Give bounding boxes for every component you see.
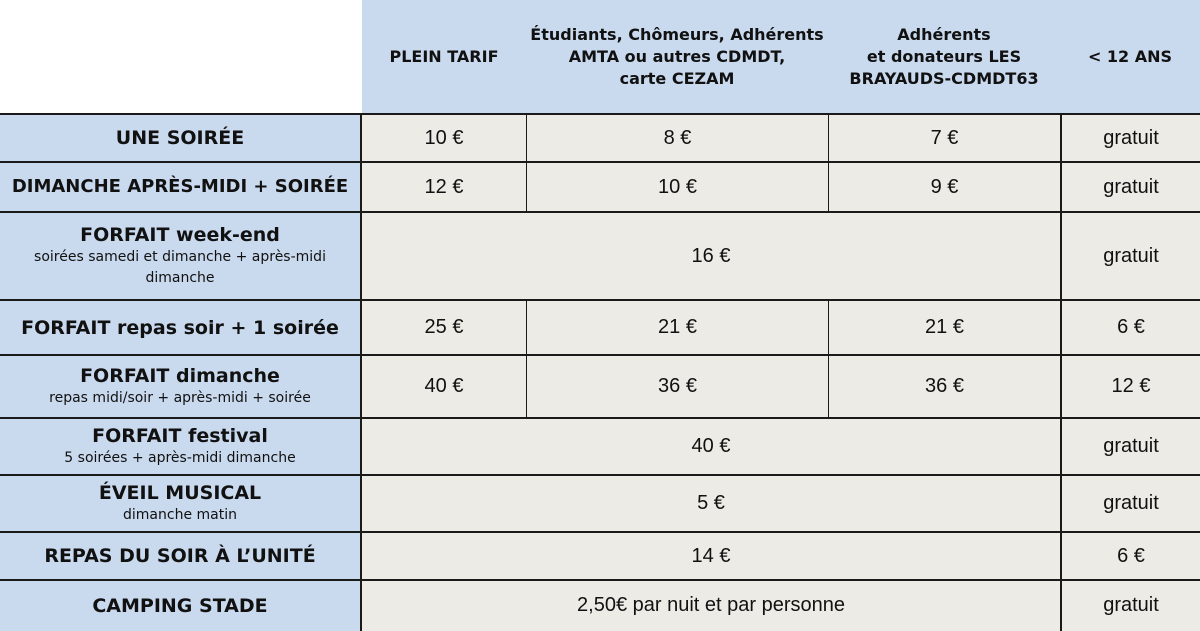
price-cell: 21 €: [526, 300, 828, 355]
header-plein-tarif-label: PLEIN TARIF: [389, 47, 499, 66]
price-cell: 9 €: [828, 162, 1060, 212]
row-divider: [0, 354, 1200, 356]
price-cell: 36 €: [828, 355, 1060, 418]
row-label-forfait-repas-soir: [0, 300, 362, 355]
row-label-forfait-festival: [0, 418, 362, 475]
price-cell: gratuit: [1060, 580, 1200, 631]
price-cell: gratuit: [1060, 418, 1200, 475]
row-subtitle: repas midi/soir + après-midi + soirée: [49, 390, 311, 406]
header-reduced-line-1: Étudiants, Chômeurs, Adhérents: [530, 25, 824, 44]
header-members-donors: [828, 0, 1060, 114]
row-subtitle: 5 soirées + après-midi dimanche: [64, 450, 296, 466]
merged-price-cell: 2,50€ par nuit et par personne: [362, 580, 1060, 631]
price-cell: 10 €: [362, 114, 526, 162]
price-cell: gratuit: [1060, 162, 1200, 212]
row-title: FORFAIT week-end: [80, 224, 280, 246]
price-cell: 8 €: [526, 114, 828, 162]
price-cell: 10 €: [526, 162, 828, 212]
row-divider: [0, 417, 1200, 419]
price-cell: gratuit: [1060, 475, 1200, 532]
row-label-repas-du-soir: [0, 532, 362, 580]
header-members-line-2: et donateurs LES: [866, 47, 1022, 66]
row-title: ÉVEIL MUSICAL: [98, 482, 262, 504]
header-corner: [0, 0, 362, 114]
price-cell: 21 €: [828, 300, 1060, 355]
price-cell: 40 €: [362, 355, 526, 418]
row-label-une-soiree: [0, 114, 362, 162]
row-label-forfait-week-end: [0, 212, 362, 300]
row-subtitle: soirées samedi et dimanche + après-midi: [34, 249, 326, 265]
header-under-12: [1060, 0, 1200, 114]
merged-price-cell: 40 €: [362, 418, 1060, 475]
row-label-forfait-dimanche: [0, 355, 362, 418]
header-reduced-rate: [526, 0, 828, 114]
price-cell: 12 €: [362, 162, 526, 212]
row-divider: [0, 531, 1200, 533]
header-members-line-1: Adhérents: [897, 25, 991, 44]
row-title: UNE SOIRÉE: [115, 127, 245, 149]
row-divider: [0, 113, 1200, 115]
row-divider: [0, 161, 1200, 163]
merged-price-cell: 14 €: [362, 532, 1060, 580]
row-title: DIMANCHE APRÈS-MIDI + SOIRÉE: [11, 176, 349, 197]
header-reduced-line-2: AMTA ou autres CDMDT,: [568, 47, 786, 66]
row-label-dimanche: [0, 162, 362, 212]
price-cell: gratuit: [1060, 114, 1200, 162]
header-members-line-3: BRAYAUDS-CDMDT63: [849, 69, 1039, 88]
row-divider: [0, 211, 1200, 213]
price-cell: 6 €: [1060, 300, 1200, 355]
price-cell: gratuit: [1060, 212, 1200, 300]
merged-price-cell: 16 €: [362, 212, 1060, 300]
header-plein-tarif: [362, 0, 526, 114]
row-label-camping-stade: [0, 580, 362, 631]
row-title: FORFAIT dimanche: [80, 365, 280, 387]
price-cell: 12 €: [1060, 355, 1200, 418]
header-reduced-line-3: carte CEZAM: [619, 69, 735, 88]
header-under-12-label: < 12 ANS: [1087, 47, 1173, 66]
row-title: FORFAIT repas soir + 1 soirée: [21, 316, 339, 339]
price-cell: 25 €: [362, 300, 526, 355]
row-title: FORFAIT festival: [92, 425, 268, 447]
row-subtitle: dimanche: [145, 270, 215, 286]
row-subtitle: dimanche matin: [123, 507, 237, 523]
price-cell: 7 €: [828, 114, 1060, 162]
row-label-eveil-musical: [0, 475, 362, 532]
price-cell: 36 €: [526, 355, 828, 418]
row-title: CAMPING STADE: [92, 594, 268, 617]
price-cell: 6 €: [1060, 532, 1200, 580]
row-divider: [0, 474, 1200, 476]
row-divider: [0, 579, 1200, 581]
row-divider: [0, 299, 1200, 301]
row-title: REPAS DU SOIR À L’UNITÉ: [44, 545, 316, 567]
merged-price-cell: 5 €: [362, 475, 1060, 532]
